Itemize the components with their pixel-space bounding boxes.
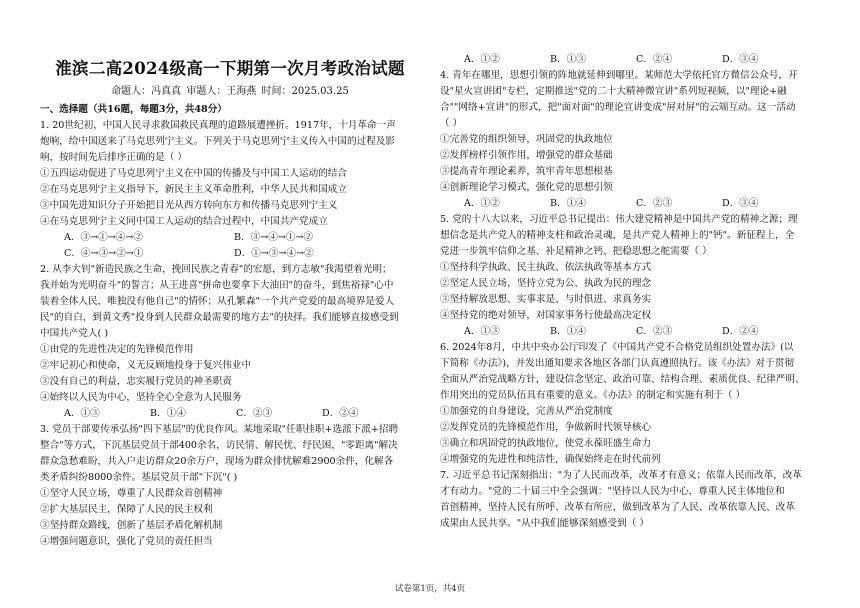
q1-options: [40, 246, 420, 262]
option-b: B．①④: [550, 198, 586, 209]
q2-item: ④始终以人民为中心，坚持全心全意为人民服务: [40, 392, 242, 403]
option-c: C．②③: [236, 408, 273, 419]
q6-item: ②发挥党员的先锋模范作用，争做新时代领导核心: [440, 422, 652, 433]
q4-options: [440, 196, 824, 212]
option-d: D．①→③→④→②: [234, 248, 314, 259]
exam-meta: 命题人：冯真真 审题人：王海燕 时间：2025.03.25: [111, 86, 349, 97]
q4-stem-line: 设"星火宣讲团"专栏，定期推送"党的二十大精神微宣讲"系列短视频，以"理论+融: [440, 86, 787, 97]
exam-title: 淮滨二高2024级高一下期第一次月考政治试题: [55, 59, 405, 78]
q3-item: ③坚持群众路线，创新了基层矛盾化解机制: [40, 520, 223, 531]
q2-stem-line: 中国共产党人( ): [40, 328, 109, 339]
q5-item: ④坚持党的绝对领导，对国家事务行使最高决定权: [440, 310, 652, 321]
q1-item: ①五四运动促进了马克思列宁主义在中国的传播及与中国工人运动的结合: [40, 168, 347, 179]
q5-item: ①坚持科学执政、民主执政、依法执政等基本方式: [440, 262, 652, 273]
option-c: C．②④: [636, 54, 673, 65]
q6-stem-line: 下简称《办法》)，并发出通知要求各地区各部门认真遵照执行。该《办法》对于贯彻: [440, 358, 794, 369]
option-b: B．③→④→①→②: [234, 232, 314, 243]
q5-stem-line: 想信念是共产党人的精神支柱和政治灵魂，是共产党人精神上的"钙"。新征程上，全: [440, 230, 795, 241]
q2-stem-line: 民"的自白，到黄文秀"投身到人民群众最需要的地方去"的抉择。我们能够直接感受到: [40, 312, 399, 323]
q5-item: ③坚持解放思想、实事求是、与时俱进、求真务实: [440, 294, 652, 305]
q1-stem-line: 炮响，给中国送来了马克思列宁主义。下列关于马克思列宁主义传入中国的过程及影: [40, 136, 395, 147]
page-footer: 试卷第1页，共4页: [394, 584, 466, 594]
option-c: C．④→③→②→①: [64, 248, 144, 259]
q4-stem-line: （ ）: [440, 118, 463, 129]
q6-stem-line: 6. 2024年8月，中共中央办公厅印发了《中国共产党不合格党员组织处置办法》(以: [440, 342, 794, 353]
question-4: [440, 68, 824, 212]
q3-stem-line: 群众急愁难盼，共入户走访群众20余万户，现场为群众排忧解难2900余件，化解各: [40, 456, 394, 467]
q3-options: [440, 52, 824, 68]
option-d: D．③④: [722, 54, 759, 65]
q7-stem-line: 成果由人民共享。"从中我们能够深刻感受到（ ）: [440, 518, 649, 529]
q4-item: ②发挥榜样引领作用，增强党的群众基础: [440, 150, 613, 161]
q4-item: ③提高青年理论素养，筑牢青年思想根基: [440, 166, 613, 177]
q3-stem-line: 3. 党员干部要传承弘扬"四下基层"的优良作风。某地采取"任职挂职+选派下派+招聘: [40, 424, 399, 435]
q4-stem-line: 合""网络+宣讲"的形式，把"面对面"的理论宣讲变成"屏对屏"的云端互动。这一活动: [440, 102, 796, 113]
option-c: C．②③: [636, 326, 673, 337]
option-a: A．③→①→④→②: [64, 232, 144, 243]
option-b: B．①④: [150, 408, 186, 419]
option-d: D．③④: [722, 198, 759, 209]
q4-stem-line: 4. 青年在哪里，思想引领的阵地就延伸到哪里。某师范大学依托官方微信公众号，开: [440, 70, 798, 81]
option-b: B．①③: [550, 54, 586, 65]
q4-item: ①完善党的组织领导，巩固党的执政地位: [440, 134, 613, 145]
option-a: A．①③: [464, 326, 500, 337]
q1-stem-line: 响，按时间先后排序正确的是（ ）: [40, 152, 187, 163]
q3-stem-line: 整合"等方式，下沉基层党员干部400余名，访民情、解民忧、纾民困，"零距离"解决: [40, 440, 398, 451]
q7-stem-line: 7. 习近平总书记深刻指出："为了人民而改革，改革才有意义；依靠人民而改革，改革: [440, 470, 802, 481]
right-column: [440, 52, 824, 532]
q7-stem-line: 才有动力。"党的二十届三中全会强调："坚持以人民为中心，尊重人民主体地位和: [440, 486, 785, 497]
q6-stem-line: 全面从严治党战略方针，建设信念坚定、政治可靠、结构合理、素质优良、纪律严明、: [440, 374, 805, 385]
option-c: C．②③: [636, 198, 673, 209]
option-a: A．①③: [64, 408, 100, 419]
q6-item: ①加强党的自身建设，完善从严治党制度: [440, 406, 613, 417]
q3-item: ①坚守人民立场，尊重了人民群众首创精神: [40, 488, 223, 499]
option-b: B．①④: [550, 326, 586, 337]
q1-stem-line: 1. 20世纪初，中国人民寻求救国救民真理的道路展遭挫折。1917年，十月革命一声: [40, 120, 396, 131]
q5-item: ②坚定人民立场，坚持立党为公、执政为民的理念: [440, 278, 652, 289]
section-heading: 一、选择题（共16题，每题3分，共48分）: [40, 104, 227, 115]
left-column: [40, 0, 420, 550]
question-6: [440, 340, 824, 468]
q1-item: ②在马克思列宁主义指导下，新民主主义革命胜利，中华人民共和国成立: [40, 184, 347, 195]
q2-stem-line: 2. 从李大钊"新造民族之生命，挽回民族之青春"的宏愿，到方志敏"我渴望着光明；: [40, 264, 392, 275]
option-d: D．②④: [322, 408, 359, 419]
question-7: [440, 468, 824, 532]
q1-item: ④在马克思列宁主义同中国工人运动的结合过程中，中国共产党成立: [40, 216, 328, 227]
q2-stem-line: 我并始为光明奋斗"的誓言；从王进喜"拼命也要拿下大油田"的奋斗，到焦裕禄"心中: [40, 280, 394, 291]
q3-stem-line: 类矛盾纠纷8000余件。基层党员干部"下沉"( ): [40, 472, 238, 483]
q5-stem-line: 党进一步筑牢信仰之基、补足精神之钙、把稳思想之舵需要（ ）: [440, 246, 712, 257]
q2-item: ①由党的先进性决定的先锋模范作用: [40, 344, 194, 355]
q2-options: [40, 406, 420, 422]
q6-item: ③确立和巩固党的执政地位，使党永葆旺盛生命力: [440, 438, 652, 449]
question-1: [40, 118, 420, 262]
q5-options: [440, 324, 824, 340]
question-2: [40, 262, 420, 422]
q1-options: [40, 230, 420, 246]
q3-item: ②扩大基层民主，保障了人民的民主权利: [40, 504, 213, 515]
q6-stem-line: 作用突出的党员队伍具有重要的意义。《办法》的制定和实施有利于（ ）: [440, 390, 746, 401]
option-a: A．①②: [464, 54, 500, 65]
q1-item: ③中国先进知识分子开始把目光从西方转向东方和传播马克思列宁主义: [40, 200, 338, 211]
option-a: A．①②: [464, 198, 500, 209]
q2-item: ③没有自己的利益，忠实履行党员的神圣职责: [40, 376, 232, 387]
q2-stem-line: 装着全体人民，唯独没有他自己"的情怀；从孔繁森"一个共产党爱的最高境界是爱人: [40, 296, 395, 307]
q7-stem-line: 首创精神，坚持人民有所呼、改革有所应，做到改革为了人民、改革依靠人民、改革: [440, 502, 795, 513]
q2-item: ②牢记初心和使命，义无反顾地投身于复兴伟业中: [40, 360, 252, 371]
question-5: [440, 212, 824, 340]
q4-item: ④创新理论学习模式，强化党的思想引领: [440, 182, 613, 193]
option-d: D．②④: [722, 326, 759, 337]
q5-stem-line: 5. 党的十八大以来，习近平总书记提出：伟大建党精神是中国共产党的精神之源；理: [440, 214, 798, 225]
question-3: [40, 422, 420, 550]
q6-item: ④增强党的先进性和纯洁性，确保始终走在时代前列: [440, 454, 661, 465]
q3-item: ④增强问题意识，强化了党员的责任担当: [40, 536, 213, 547]
